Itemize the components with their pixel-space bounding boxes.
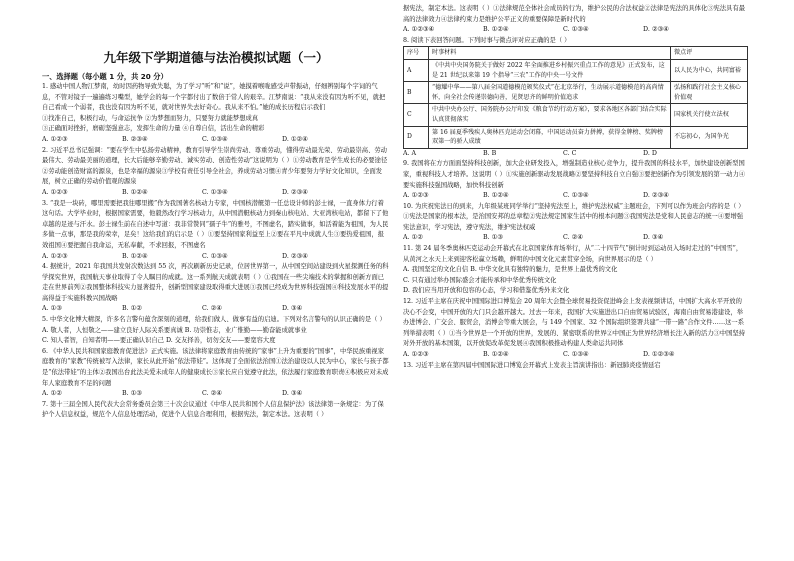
- left-column: [42, 4, 390, 421]
- table-cell: B: [404, 82, 429, 104]
- option: B. ①②④: [122, 252, 148, 260]
- question-5-options-cd: C. 知人者智，自知者明——要正确认识自己 D. 交友择善，切勿交友——要宽容大度: [42, 337, 276, 345]
- table-cell: 《中共中央国务院关于做好 2022 年全面推进乡村振兴重点工作的意见》正式发布，这是 21 世纪以来第 19 个指导“三农”工作的中央一号文件: [429, 59, 671, 81]
- question-12: 12. 习近平主席在庆祝中国国际进口博览会 20 周年大会暨全球贸易投资促进峰会上发表视频讲话，中国扩大高水平开放的决心不会变，中国开放的大门只会越开越大。过去一年来，我国扩大实施进出口自由贸易试验区，海南自由贸易港建设，举办进博会、广交会、服贸会，消博会等重大展会，与 149 个国家、32 个国际组织签署共建“一带一路”合作文件……这一系列举措表明（ ）①当今世界是一个开放的世界，发展的、紧密联系的世界②中国正为世界经济增长注入新的活力③中国坚持对外开放的基本国策，以开放促改革促发展④我国积极推动构建人类命运共同体: [403, 298, 746, 348]
- option: C. ②④: [202, 390, 222, 398]
- table-cell: 国家机关行使立法权: [671, 104, 748, 126]
- question-5-options-ab: A. 敬人者，人恒敬之——建立良好人际关系要真诚 B. 功崇惟志，业广惟勤——勤奋能成就事业: [42, 326, 307, 334]
- option: A. ①②③: [42, 188, 68, 196]
- question-2: 2. 习近平总书记强调：“要在学生中弘扬劳动精神，教育引导学生崇尚劳动、尊重劳动，懂得劳动最光荣、劳动最崇高、劳动最伟大、劳动最美丽的道理，长大后能够辛勤劳动、诚实劳动、创造性劳动”这说明为（ ）①劳动教育是学生成长的必要途径②劳动能创造财富的源泉，也是幸福的源泉③学校有责任引导全社会，养成劳动习惯④青少年要努力学好文化知识，全面发展，树立正确的劳动价值观的源泉: [42, 146, 388, 186]
- option: B. ①②: [122, 305, 142, 313]
- option: C. ①③④: [202, 135, 228, 143]
- question-5: 5. 中华文化博大精深，许多名言警句蕴含深刻的道理，给我们做人、做事有益的启迪。下列对名言警句的认识正确的是（ ）: [42, 316, 386, 324]
- option: B. B: [483, 149, 497, 157]
- option: D. ③④: [282, 305, 303, 313]
- question-7: 7. 第十三届全国人民代表大会常务委员会第三十次会议通过《中华人民共和国个人信息保护法》该法律第一条规定：为了保护个人信息权益，规范个人信息处理活动，促进个人信息合理利用，根据宪法，制定本法。这表明（ ）: [42, 400, 384, 419]
- table-row: [404, 104, 748, 126]
- table-cell: 第 16 届夏季残疾人奥林匹克运动会闭幕，中国运动员奋力拼搏，获得金牌榜、奖牌榜双第一的骄人成绩: [429, 126, 671, 148]
- option: B. ①③: [483, 234, 503, 242]
- table-cell: C: [404, 104, 429, 126]
- option: A. ①②③④: [403, 26, 435, 34]
- option: D. ②③④: [643, 192, 669, 200]
- option: B. ①②④: [483, 351, 509, 358]
- option: A. ①②③: [403, 351, 429, 358]
- option: D. ②③④: [643, 26, 669, 34]
- option: A. ①②: [403, 234, 423, 242]
- table-cell: 以人民为中心，共同富裕: [671, 59, 748, 81]
- question-8: 8. 阅读下表回答问题。下列时事与微点评对应正确的是（ ）: [403, 36, 571, 44]
- option: C. ①③④: [563, 26, 589, 34]
- question-6: 6. 《中华人民共和国家庭教育促进法》正式实施。该法律将家庭教育由传统的“家事”上升为重要的“国事”，中华民族重视家庭教育的“家教”传统被写入法律，家长从此开始“依法带娃”。这体现了全面依法治国①法治建设以人民为中心，家长与孩子都是“依法带娃”的主体②我国出台此法关爱未成年人的健康成长③家长应自觉遵守此法，依法履行家庭教育职责④积极应对未成年人家庭教育不足的问题: [42, 347, 389, 387]
- option: B. ①②④: [483, 192, 509, 200]
- question-7-options: [403, 25, 748, 36]
- question-10: 10. 为庆祝宪法日的到来，九年级某班同学举行“坚持宪法至上，维护宪法权威”主题班会，下列可以作为班会内容的是（ ）①宪法是国家的根本法，是治国安邦的总章程②宪法规定国家生活中的根本问题③我国宪法是党和人民意志的统一④要增强宪法意识，学习宪法，遵守宪法，维护宪法权威: [403, 202, 745, 231]
- option: C. C: [563, 149, 577, 157]
- option: D. D: [643, 149, 657, 157]
- question-1-options: [42, 135, 390, 146]
- table-cell: 弘扬和践行社会主义核心价值观: [671, 82, 748, 104]
- question-7-continued: 据宪法，制定本法。这表明（ ）①法律规范全体社会成员的行为，维护公民的合法权益②法律是宪法的具体化③宪法具有最高的法律效力④法律约束力是维护公平正义的重要保障是新时代的: [403, 5, 746, 23]
- question-9-options: [403, 191, 748, 202]
- question-12-options: [403, 350, 748, 361]
- question-4-options: [42, 304, 390, 315]
- question-1-statement-a: ①找准自己，积极行动，与命运抗争 ②为梦想而努力，只要努力就能梦想成真: [42, 114, 259, 122]
- question-8-table: [403, 46, 748, 148]
- question-3-options: [42, 252, 390, 263]
- option: C. ①③④: [202, 252, 228, 260]
- option: D. ③④: [282, 390, 303, 398]
- table-row: [404, 82, 748, 104]
- option: B. ①③: [122, 390, 142, 398]
- option: D. ②③④: [282, 252, 308, 260]
- option: A. ①③: [42, 305, 62, 313]
- question-4: 4. 据统计，2021 年我国共发射次数达到 55 次，再次刷新历史记录，位居世界第一，从中国空间站建设到火星探测任务的科学探究世界，我国航天事业取得了令人瞩目的成就。这一系列航天成就表明（ ）①我国在一些尖端技术的掌握和创新方面已走在世界前列②我国整体科技实力显著提升，创新型国家建设取得重大进展③我国已经成为世界科技强国④科技发展水平的提高得益于实施科教兴国战略: [42, 263, 389, 302]
- question-1: 1. 感动中国人物江梦南，幼时因药物导致失聪，为了学习“听”和“说”，她摸着喉咙感受声带振动，仔细辨别每个字词的气息，不管对镜子一遍遍练习嘴型，她学会的每一个字都付出了数倍于常人的艰辛。江梦南说：“我从来没有因为听不见，就把自己看成一个弱者，我也没有因为听不见，就对世界失去好奇心。我从来不怕。”她的成长历程启示我们: [42, 83, 386, 112]
- question-11-option-d: D. 我们应当用开放和包容的心态，学习和借鉴优秀外来文化: [403, 287, 570, 295]
- question-8-options: [403, 149, 748, 160]
- option: C. ①③④: [202, 188, 228, 196]
- option: B. ①②④: [483, 26, 509, 34]
- option: D. ①②④: [282, 135, 308, 143]
- option: C. ②④: [202, 305, 222, 313]
- section-heading: 一、选择题（每小题 1 分，共 20 分）: [42, 72, 168, 81]
- option: C. ②④: [563, 234, 583, 242]
- option: D. ②③④: [282, 188, 308, 196]
- option: B. ①②④: [122, 188, 148, 196]
- table-cell: 不忘初心，为国争光: [671, 126, 748, 148]
- option: C. ①③④: [563, 192, 589, 200]
- table-cell: 中共中央办公厅、国务院办公厅印发《粮食节约行动方案》，要求各地区各部门结合实际认真贯彻落实: [429, 104, 671, 126]
- option: B. ②③④: [122, 135, 148, 143]
- option: A. ①②: [42, 390, 62, 398]
- question-11-option-ab: A. 我国坚定的文化自信 B. 中华文化具有独特的魅力，是世界上最优秀的文化: [403, 266, 618, 274]
- option: D. ①②③④: [643, 351, 675, 358]
- option: A. ①②③: [42, 252, 68, 260]
- table-cell: D: [404, 126, 429, 148]
- option: A. ①②③: [42, 135, 68, 143]
- table-header-row: [404, 47, 748, 60]
- table-header: 序号: [404, 47, 429, 60]
- question-2-options: [42, 188, 390, 199]
- page-title: 九年级下学期道德与法治模拟试题（一）: [103, 50, 329, 65]
- question-11-option-c: C. 只有通过举办国际盛会才能传承和中华优秀传统文化: [403, 276, 557, 284]
- table-row: [404, 126, 748, 148]
- table-row: [404, 59, 748, 81]
- question-9: 9. 我国将在方方面面坚持科技创新，加大企业研发投入，增强制造业核心竞争力，提升我国的科技水平，加快建设创新型国家，重视科技人才培养。这说明（ ）①实施创新驱动发展战略②要坚持科技自立自强③要把创新作为引领发展的第一动力④要实施科技强国战略，加快科技创新: [403, 160, 746, 189]
- option: C. ①③④: [563, 351, 589, 358]
- option: D. ③④: [643, 234, 664, 242]
- question-10-options: [403, 233, 748, 244]
- question-6-options: [42, 389, 390, 400]
- option: A. A: [403, 149, 417, 157]
- question-11: 11. 第 24 届冬季奥林匹克运动会开幕式在北京国家体育场举行，从“二十四节气”倒计时到运动员入场时走过的“中国雪”，从黄河之水天上来到迎客松赢立场赖，鲜明的中国文化元素贯穿全场，向世界展示的是（ ）: [403, 245, 743, 263]
- table-cell: “德耀中华——第八届全国道德模范颁奖仪式”在北京举行，生动展示道德模范的高尚情怀，向全社会传递崇德向善，见贤思齐的鲜明价值追求: [429, 82, 671, 104]
- right-column: [403, 4, 748, 371]
- table-header: 微点评: [671, 47, 748, 60]
- question-13: 13. 习近平主席在第四届中国国际进口博览会开幕式上发表主旨演讲指出：新冠肺炎疫情延宕: [403, 361, 661, 369]
- question-1-statement-b: ③正确面对挫折，磨砺坚强意志，发挥生命的力量 ④自尊自信，活出生命的精彩: [42, 125, 265, 133]
- option: A. ①②③: [403, 192, 429, 200]
- question-3: 3. “我是一块砖，哪里需要把我往哪里搬”作为我国著名核动力专家，中国核潜艇第一任总设计师的彭士禄，一直身体力行着这句话。大学毕业时，根据国家需要，他毅然改行学习核动力，从中国潜艇核动力到秦山核电站、大亚湾核电站，都留下了他卓越的足迹与汗水。彭士禄生前在自述中写道：我非常赞同“孺子牛”的雅号，不图虚名，踏实做事，如活着能为祖国，为人民多做一点事，那是我的荣幸，足矣！这给我们的启示是（ ）①要坚持国家利益至上②要在平凡中成就人生③要热爱祖国，报效祖国④要把握自我命运，无私奉献，不求回报，不图虚名: [42, 199, 389, 249]
- table-header: 时事材料: [429, 47, 671, 60]
- table-cell: A: [404, 59, 429, 81]
